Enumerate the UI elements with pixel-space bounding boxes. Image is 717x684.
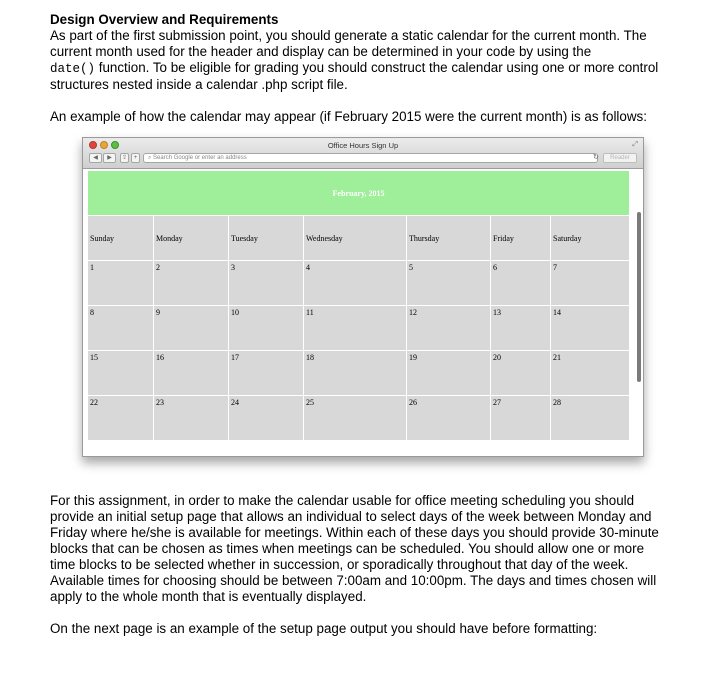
address-bar[interactable] [143, 153, 598, 163]
day-cell: 22 [88, 396, 154, 441]
reader-button[interactable]: Reader [603, 153, 637, 163]
day-cell: 7 [551, 261, 630, 306]
intro-paragraph [50, 28, 680, 93]
weekday-label: Tuesday [229, 216, 304, 261]
next-page-note: On the next page is an example of the setup page output you should have before formatting: [50, 621, 598, 636]
assignment-line-3: Friday where he/she is available for meetings. Within each of these days you should provide 30-minute [50, 525, 659, 540]
weekday-label: Wednesday [304, 216, 407, 261]
weekday-label: Monday [154, 216, 229, 261]
day-cell: 21 [551, 351, 630, 396]
day-cell: 26 [407, 396, 491, 441]
week-row [88, 351, 630, 396]
day-cell: 23 [154, 396, 229, 441]
week-row [88, 306, 630, 351]
assignment-line-6: Available times for choosing should be between 7:00am and 10:00pm. The days and times chosen will [50, 573, 657, 588]
day-cell: 9 [154, 306, 229, 351]
weekday-label: Friday [491, 216, 551, 261]
back-button[interactable]: ◀ [89, 153, 102, 163]
day-cell: 13 [491, 306, 551, 351]
day-cell: 25 [304, 396, 407, 441]
reload-icon[interactable]: ↻ [593, 154, 599, 161]
week-row [88, 261, 630, 306]
intro-line-1: As part of the first submission point, you should generate a static calendar for the current month. The [50, 28, 647, 43]
calendar-table [87, 170, 630, 441]
share-button[interactable]: ⇪ [121, 155, 128, 161]
assignment-line-5: time blocks to be selected whether in succession, or sporadically throughout that day of the week. [50, 557, 629, 572]
day-cell: 14 [551, 306, 630, 351]
assignment-line-4: blocks that can be chosen as times when meetings can be scheduled. You should allow one or more [50, 541, 645, 556]
day-cell: 6 [491, 261, 551, 306]
section-heading: Design Overview and Requirements [50, 12, 279, 27]
assignment-line-1: For this assignment, in order to make the calendar usable for office meeting scheduling you should [50, 493, 635, 508]
date-function-code: date() [50, 62, 96, 76]
weekday-row [88, 216, 630, 261]
day-cell: 10 [229, 306, 304, 351]
day-cell: 16 [154, 351, 229, 396]
day-cell: 20 [491, 351, 551, 396]
week-row [88, 396, 630, 441]
assignment-line-2: provide an initial setup page that allows an individual to select days of the week between Monday and [50, 509, 652, 524]
intro-line-3: function. To be eligible for grading you should construct the calendar using one or more control [98, 60, 659, 75]
day-cell: 27 [491, 396, 551, 441]
day-cell: 12 [407, 306, 491, 351]
assignment-paragraph [50, 493, 680, 605]
window-title: Office Hours Sign Up [327, 141, 399, 150]
document-body-lower [50, 493, 680, 637]
browser-content [83, 169, 643, 457]
day-cell: 17 [229, 351, 304, 396]
day-cell: 19 [407, 351, 491, 396]
add-bookmark-button[interactable]: + [131, 153, 140, 163]
fullscreen-icon[interactable]: ⤢ [632, 141, 638, 148]
intro-line-2: current month used for the header and display can be determined in your code by using the [50, 44, 592, 59]
day-cell: 4 [304, 261, 407, 306]
weekday-label: Sunday [88, 216, 154, 261]
calendar-month-header: February, 2015 [88, 171, 630, 216]
browser-window [82, 137, 644, 457]
day-cell: 28 [551, 396, 630, 441]
assignment-line-7: apply to the whole month that is eventually displayed. [50, 589, 367, 604]
weekday-label: Saturday [551, 216, 630, 261]
example-intro: An example of how the calendar may appear (if February 2015 were the current month) is as follows: [50, 109, 647, 124]
day-cell: 1 [88, 261, 154, 306]
day-cell: 5 [407, 261, 491, 306]
day-cell: 18 [304, 351, 407, 396]
day-cell: 24 [229, 396, 304, 441]
day-cell: 2 [154, 261, 229, 306]
search-icon: ⌕ [148, 155, 152, 161]
document-body [50, 12, 680, 125]
address-placeholder: Search Google or enter an address [153, 155, 247, 161]
vertical-scrollbar[interactable] [637, 212, 641, 382]
day-cell: 8 [88, 306, 154, 351]
day-cell: 15 [88, 351, 154, 396]
day-cell: 3 [229, 261, 304, 306]
intro-line-4: structures nested inside a calendar .php script file. [50, 77, 348, 92]
weekday-label: Thursday [407, 216, 491, 261]
forward-button[interactable]: ▶ [103, 153, 116, 163]
day-cell: 11 [304, 306, 407, 351]
browser-titlebar [83, 138, 643, 169]
